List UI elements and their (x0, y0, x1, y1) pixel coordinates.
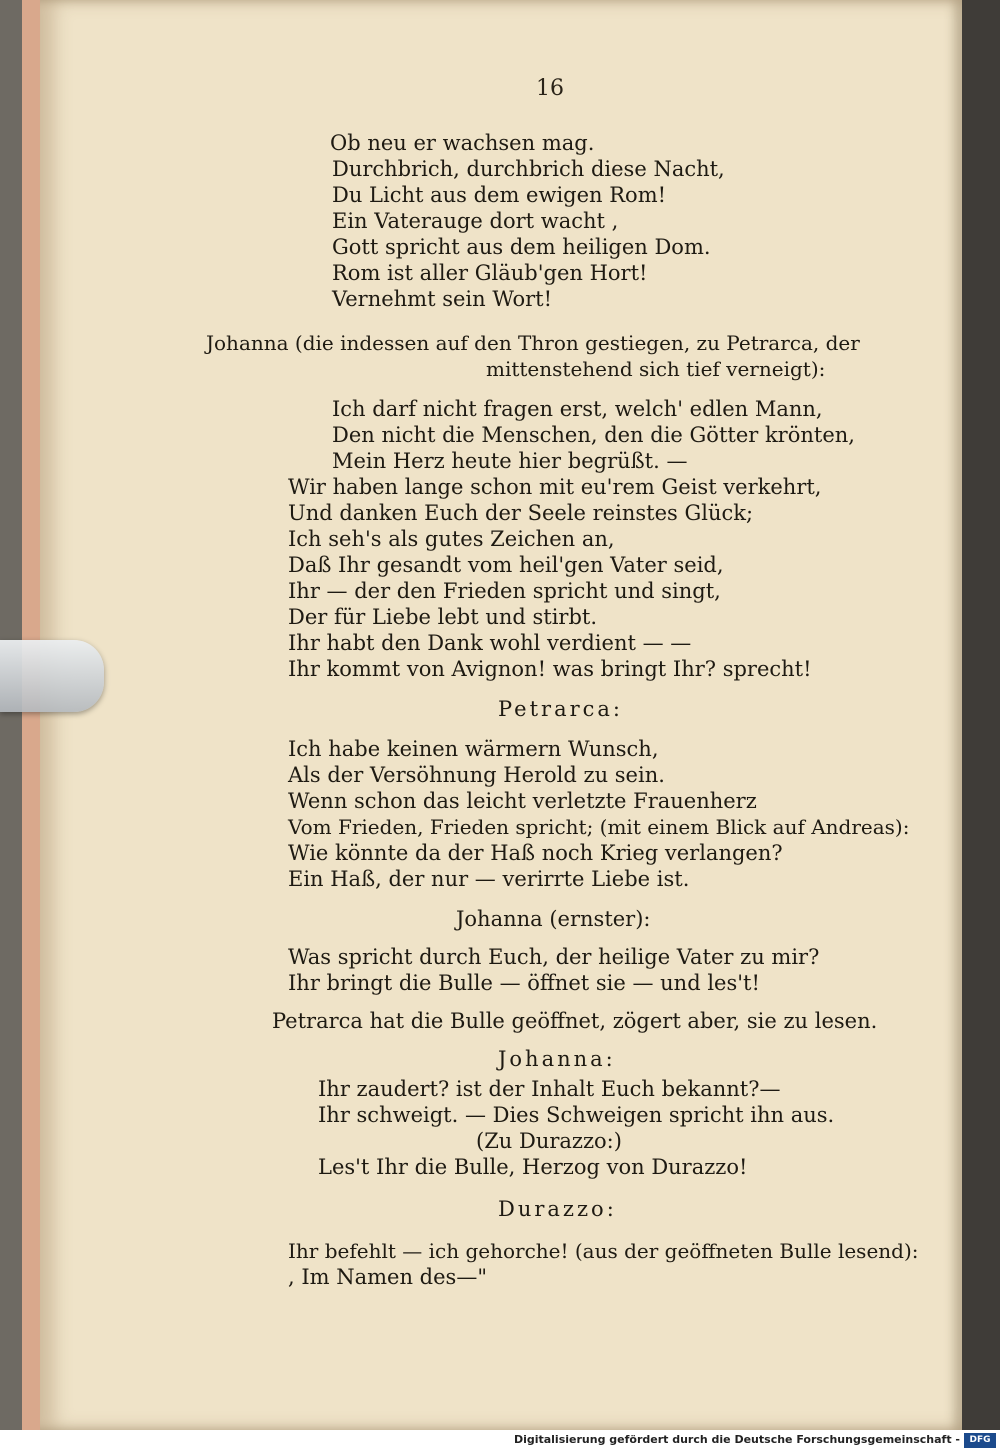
text-line: Les't Ihr die Bulle, Herzog von Durazzo! (318, 1155, 748, 1179)
speaker-name: Durazzo: (498, 1197, 617, 1221)
text-line: Ihr habt den Dank wohl verdient — — (288, 631, 692, 655)
scan-border (962, 0, 1000, 1430)
text-line: Und danken Euch der Seele reinstes Glück; (288, 501, 754, 525)
text-line: Gott spricht aus dem heiligen Dom. (332, 235, 711, 259)
text-line: Ich seh's als gutes Zeichen an, (288, 527, 615, 551)
stage-direction: mittenstehend sich tief verneigt): (486, 357, 826, 381)
text-line: Vom Frieden, Frieden spricht; (mit einem Blick auf Andreas): (288, 815, 910, 839)
text-line: Als der Versöhnung Herold zu sein. (288, 763, 665, 787)
text-line: Ihr kommt von Avignon! was bringt Ihr? sprecht! (288, 657, 812, 681)
text-line: Ein Vaterauge dort wacht , (332, 209, 619, 233)
text-line: Was spricht durch Euch, der heilige Vater zu mir? (288, 945, 820, 969)
stage-direction: Petrarca hat die Bulle geöffnet, zögert aber, sie zu lesen. (272, 1009, 878, 1033)
scanner-clip (0, 640, 104, 712)
text-line: Vernehmt sein Wort! (332, 287, 553, 311)
text-line: Wir haben lange schon mit eu'rem Geist verkehrt, (288, 475, 822, 499)
text-line: Durchbrich, durchbrich diese Nacht, (332, 157, 725, 181)
text-line: Ein Haß, der nur — verirrte Liebe ist. (288, 867, 690, 891)
page-number: 16 (536, 76, 564, 101)
text-line: Rom ist aller Gläub'gen Hort! (332, 261, 648, 285)
text-line: Ob neu er wachsen mag. (330, 131, 595, 155)
text-line: Ich habe keinen wärmern Wunsch, (288, 737, 659, 761)
text-line: Ich darf nicht fragen erst, welch' edlen Mann, (332, 397, 823, 421)
footer-bar (0, 1430, 1000, 1452)
text-line: Den nicht die Menschen, den die Götter krönten, (332, 423, 855, 447)
text-line: Ihr zaudert? ist der Inhalt Euch bekannt?— (318, 1077, 781, 1101)
text-line: Ihr bringt die Bulle — öffnet sie — und les't! (288, 971, 760, 995)
footer-text: Digitalisierung gefördert durch die Deutsche Forschungsgemeinschaft - (513, 1433, 960, 1446)
text-line: Wie könnte da der Haß noch Krieg verlangen? (288, 841, 783, 865)
text-line: Wenn schon das leicht verletzte Frauenherz (288, 789, 757, 813)
text-line: Mein Herz heute hier begrüßt. — (332, 449, 688, 473)
speaker-name: Johanna (ernster): (456, 907, 651, 931)
text-line: Daß Ihr gesandt vom heil'gen Vater seid, (288, 553, 724, 577)
text-line: Ihr — der den Frieden spricht und singt, (288, 579, 721, 603)
text-line: Ihr befehlt — ich gehorche! (aus der geöffneten Bulle lesend): (288, 1239, 919, 1263)
speaker-name: Petrarca: (498, 697, 624, 721)
speaker-name: Johanna: (498, 1047, 616, 1071)
dfg-logo: DFG (964, 1433, 996, 1448)
stage-direction: Johanna (die indessen auf den Thron gestiegen, zu Petrarca, der (206, 331, 860, 355)
text-line: , Im Namen des—" (288, 1265, 487, 1289)
text-line: Der für Liebe lebt und stirbt. (288, 605, 598, 629)
stage-direction: (Zu Durazzo:) (476, 1129, 622, 1153)
text-line: Du Licht aus dem ewigen Rom! (332, 183, 667, 207)
text-line: Ihr schweigt. — Dies Schweigen spricht ihn aus. (318, 1103, 835, 1127)
